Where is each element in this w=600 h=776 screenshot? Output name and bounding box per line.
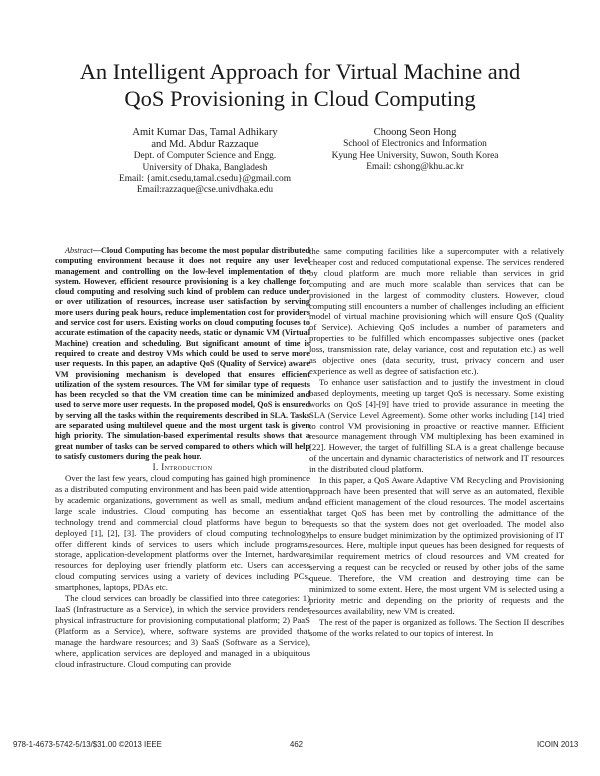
abstract-text: —Cloud Computing has become the most popular distributed computing environment because it does not require any user level management and controlling on the low-level implementation of the system. However, efficient resource provisioning is a key challenge for cloud computing and resolving such kind of problem can reduce under or over utilization of resources, increase user satisfaction by serving more users during peak hours, reduce implementation cost for providers and service cost for users. Existing works on cloud computing focuses to accurate estimation of the capacity needs, static or dynamic VM (Virtual Machine) creation and scheduling. But significant amount of time is required to create and destroy VMs which could be used to serve more user requests. In this paper, an adaptive QoS (Quality of Service) aware VM provisioning mechanism is developed that ensures efficient utilization of the system resources. The VM for similar type of requests has been recycled so that the VM creation time can be minimized and used to serve more user requests. In the proposed model, QoS is ensured by serving all the tasks within the requirements described in SLA. Tasks are separated using multilevel queue and the most urgent task is given high priority. The simulation-based experimental results shows that a great number of tasks can be served compared to others which will help to satisfy customers during the peak hour. (55, 246, 310, 461)
intro-paragraph-5: In this paper, a QoS Aware Adaptive VM Recycling and Provisioning approach have been presented that will serve as an automated, flexible and efficient management of the cloud resources. The model ascertains that target QoS has been met by controlling the admittance of the requests so that the system does not get overloaded. The model also helps to ensure budget minimization by the optimized provisioning of IT resources. Here, multiple input queues has been designed for requests of similar requirement metrics of cloud resources and VM created for serving a request can be recycled or reused by other jobs of the same queue. Therefore, the VM creation and destroying time can be minimized to some extent. Here, the most urgent VM is selected using a priority metric and depending on the priority of requests and the resources availability, new VM is created. (309, 475, 564, 616)
author-names-line-1: Amit Kumar Das, Tamal Adhikary (132, 127, 278, 138)
author-names-line-2: and Md. Abdur Razzaque (151, 139, 259, 151)
column-right (309, 246, 564, 639)
intro-paragraph-4: To enhance user satisfaction and to justify the investment in cloud based deployments, meeting up target QoS is necessary. Some existing works on QoS [4]-[9] have tried to provide assurance in meeting the SLA (Service Level Agreement). Some other works including [14] tried to control VM provisioning in proactive or reactive manner. Efficient resource management through VM multiplexing has been examined in [22]. However, the target of fulfilling SLA is a great challenge because of the uncertain and dynamic characteristics of network and IT resources in the distributed cloud platform. (309, 376, 564, 475)
author-university: University of Dhaka, Bangladesh (142, 162, 268, 173)
abstract (55, 246, 310, 462)
column-left (55, 246, 310, 669)
title-line-2: QoS Provisioning in Cloud Computing (124, 86, 476, 111)
paper-title (0, 58, 600, 112)
author-email-2: Email:razzaque@cse.univdhaka.edu (136, 185, 274, 196)
author-email-right: Email: cshong@khu.ac.kr (366, 161, 464, 172)
author-block-left (95, 127, 315, 197)
author-block-right (305, 127, 525, 173)
abstract-label: Abstract (65, 246, 93, 255)
intro-paragraph-2: The cloud services can broadly be classified into three categories: 1) IaaS (Infrastructure as a Service), in which the service providers render physical infrastructure for provisioning computational platform; 2) PaaS (Platform as a Service), where, software systems are provided that manage the hardware resources; and 3) SaaS (Software as a Service), where, application services are deployed and managed in a ubiquitous cloud infrastructure. Cloud computing can provide (55, 593, 310, 669)
footer-venue: ICOIN 2013 (537, 740, 579, 749)
author-university-right: Kyung Hee University, Suwon, South Korea (331, 150, 499, 161)
intro-paragraph-3: the same computing facilities like a supercomputer with a relatively cheaper cost and reduced computational expense. The services rendered by cloud platform are much more reliable than services in grid computing and are much more scalable than services that can be provisioned in the largest of commodity clusters. However, cloud computing still encounters a number of challenges including an efficient model of virtual machine provisioning which will ensure QoS (Quality of Service). Achieving QoS includes a number of parameters and properties to be fulfilled which encompasses subjective ones (packet loss, transmission rate, delay variance, cost and reputation etc.) as well as objective ones (data security, trust, privacy concern and user experience as well as degree of satisfaction etc.). (309, 246, 564, 376)
author-dept: Dept. of Computer Science and Engg. (133, 151, 277, 162)
footer-copyright: 978-1-4673-5742-5/13/$31.00 ©2013 IEEE (13, 740, 162, 749)
intro-paragraph-1: Over the last few years, cloud computing has gained high prominence as a distributed computing environment and has been paid wide attention by academic organizations, government as well as small, medium and large scale industries. Cloud computing has become an essential technology trend and commercial cloud platforms have begun to be deployed [1], [2], [3]. The providers of cloud computing technology offer different kinds of services to users which include programs, storage, application-development platforms over the Internet, hardware resources for deploying user friendly platform etc. Users can access cloud computing services using a variety of devices including PCs, smartphones, laptops, PDAs etc. (55, 473, 310, 593)
intro-paragraph-6: The rest of the paper is organized as follows. The Section II describes some of the works related to our topics of interest. In (309, 616, 564, 638)
author-name-hong: Choong Seon Hong (373, 127, 457, 138)
author-school: School of Electronics and Information (343, 139, 487, 150)
title-line-1: An Intelligent Approach for Virtual Machine and (79, 59, 521, 84)
section-heading-introduction: I. Introduction (152, 462, 213, 473)
author-email-1: Email: {amit.csedu,tamal.csedu}@gmail.com (118, 174, 291, 184)
footer-page-number: 462 (290, 740, 304, 749)
